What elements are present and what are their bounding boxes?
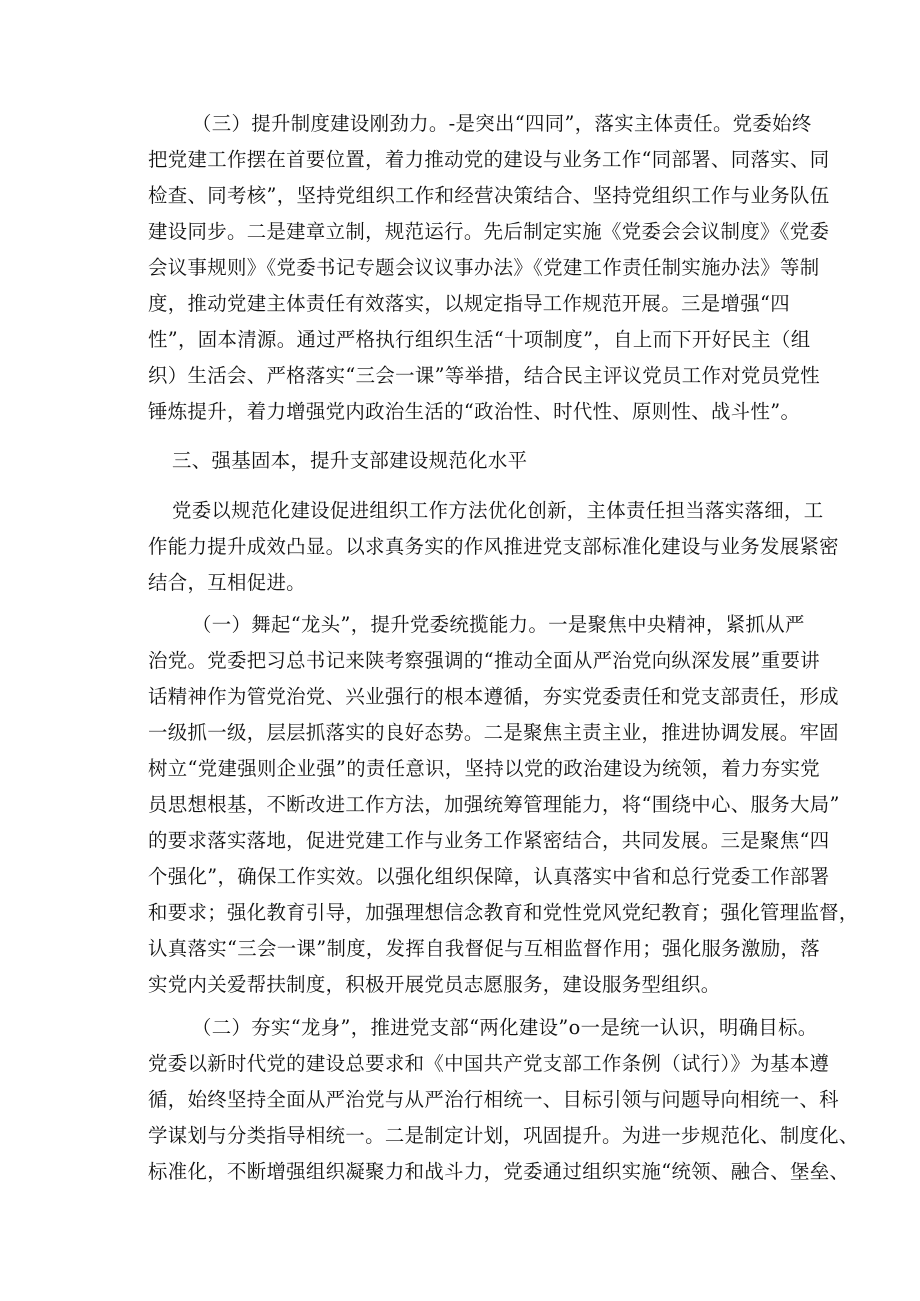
text-line: 的要求落实落地，促进党建工作与业务工作紧密结合，共同发展。三是聚焦“四 [148,829,830,852]
paragraph-intro [148,493,839,601]
text-line: 标准化，不断增强组织凝聚力和战斗力，党委通过组织实施“统领、融合、堡垒、 [148,1160,850,1183]
text-line: 建设同步。二是建章立制，规范运行。先后制定实施《党委会会议制度》《党委 [148,220,830,243]
text-line: 员思想根基，不断改进工作方法，加强统筹管理能力，将“围绕中心、服务大局” [148,793,840,816]
paragraph-1-dragon-head [148,607,859,1003]
text-line: 锤炼提升，着力增强党内政治生活的“政治性、时代性、原则性、战斗性”。 [148,400,801,423]
text-line: 党委以规范化建设促进组织工作方法优化创新，主体责任担当落实落细，工 [172,499,824,522]
text-line: 织）生活会、严格落实“三会一课”等举措，结合民主评议党员工作对党员党性 [148,364,820,387]
text-line: 实党内关爱帮扶制度，积极开展党员志愿服务，建设服务型组织。 [148,973,721,996]
text-line: 和要求；强化教育引导，加强理想信念教育和党性党风党纪教育；强化管理监督， [148,901,859,924]
section-heading-3 [172,443,792,479]
text-line: 认真落实“三会一课”制度，发挥自我督促与互相监督作用；强化服务激励，落 [148,937,820,960]
text-line: 党委以新时代党的建设总要求和《中国共产党支部工作条例（试行）》为基本遵 [148,1052,830,1075]
text-line: 会议事规则》《党委书记专题会议议事办法》《党建工作责任制实施办法》等制 [148,256,820,279]
text-line: 树立“党建强则企业强”的责任意识，坚持以党的政治建设为统领，着力夯实党 [148,757,820,780]
text-line: 结合，互相促进。 [148,571,306,594]
text-line: 度，推动党建主体责任有效落实，以规定指导工作规范开展。三是增强“四 [148,292,790,315]
text-line: （一）舞起“龙头”，提升党委统揽能力。一是聚焦中央精神，紧抓从严 [192,613,805,636]
text-line: （三）提升制度建设刚劲力。-是突出“四同”，落实主体责任。党委始终 [192,112,812,135]
text-line: 个强化”，确保工作实效。以强化组织保障，认真落实中省和总行党委工作部署 [148,865,830,888]
text-line: 治党。党委把习总书记来陕考察强调的“推动全面从严治党向纵深发展”重要讲 [148,649,820,672]
section-heading-text: 三、强基固本，提升支部建设规范化水平 [172,449,528,472]
text-line: 作能力提升成效凸显。以求真务实的作风推进党支部标准化建设与业务发展紧密 [148,535,839,558]
text-line: 性”，固本清源。通过严格执行组织生活“十项制度”，自上而下开好民主（组 [148,328,811,351]
text-line: 把党建工作摆在首要位置，着力推动党的建设与业务工作“同部署、同落实、同 [148,148,830,171]
text-line: 学谋划与分类指导相统一。二是制定计划，巩固提升。为进一步规范化、制度化、 [148,1124,859,1147]
paragraph-3-institution [148,106,830,430]
text-line: 检查、同考核”，坚持党组织工作和经营决策结合、坚持党组织工作与业务队伍 [148,184,830,207]
text-line: 循，始终坚持全面从严治党与从严治行相统一、目标引领与问题导向相统一、科 [148,1088,839,1111]
text-line: （二）夯实“龙身”，推进党支部“两化建设”o一是统一认识，明确目标。 [192,1016,818,1039]
paragraph-2-dragon-body [148,1010,859,1190]
text-line: 话精神作为管党治党、兴业强行的根本遵循，夯实党委责任和党支部责任，形成 [148,685,839,708]
text-line: 一级抓一级，层层抓落实的良好态势。二是聚焦主责主业，推进协调发展。牢固 [148,721,839,744]
